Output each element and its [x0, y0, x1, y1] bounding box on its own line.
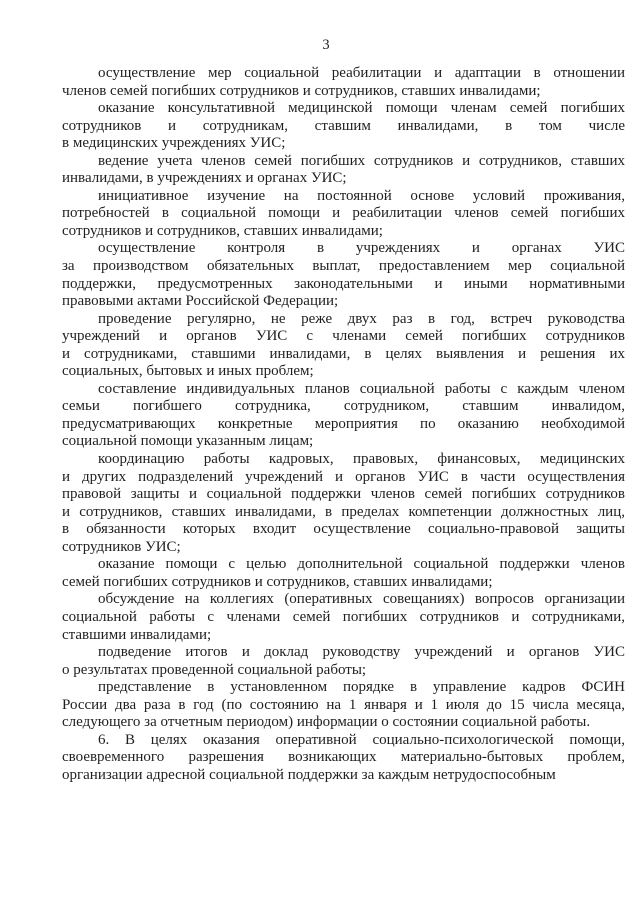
text-line: инвалидами, в учреждениях и органах УИС;: [62, 170, 347, 187]
text-line: осуществление мер социальной реабилитации и адаптации в отношении: [98, 65, 625, 81]
text-line: координацию работы кадровых, правовых, финансовых, медицинских: [98, 451, 625, 468]
page-number: 3: [322, 37, 330, 53]
text-line: потребностей в социальной помощи и реабилитации членов семей погибших: [62, 205, 625, 222]
text-line: оказание консультативной медицинской помощи членам семей погибших: [98, 100, 625, 117]
text-line: социальной работы с членами семей погибших сотрудников и сотрудниками,: [62, 608, 625, 625]
text-line: представление в установленном порядке в управление кадров ФСИН: [98, 679, 625, 696]
text-line: поддержки, предусмотренных законодательными и иными нормативными: [62, 275, 625, 292]
text-line: России два раза в год (по состоянию на 1 января и 1 июля до 15 числа месяца,: [62, 696, 625, 713]
text-line: социальной помощи указанным лицам;: [62, 433, 314, 450]
text-line: составление индивидуальных планов социальной работы с каждым членом: [98, 380, 625, 397]
text-line: и других подразделений учреждений и органов УИС в части осуществления: [62, 468, 625, 485]
paragraph: [62, 591, 625, 644]
paragraph: [62, 381, 625, 451]
text-line: членов семей погибших сотрудников и сотрудников, ставших инвалидами;: [62, 82, 541, 99]
text-line: о результатах проведенной социальной работы;: [62, 661, 367, 678]
text-line: семей погибших сотрудников и сотрудников, ставших инвалидами;: [62, 573, 493, 590]
paragraph: [62, 679, 625, 732]
text-line: инициативное изучение на постоянной основе условий проживания,: [98, 187, 625, 204]
text-line: правовой защиты и социальной поддержки членов семей погибших сотрудников: [62, 486, 625, 503]
paragraph: [62, 240, 625, 310]
text-line: следующего за отчетным периодом) информации о состоянии социальной работы.: [62, 714, 591, 731]
text-line: правовыми актами Российской Федерации;: [62, 293, 339, 310]
paragraph: [62, 556, 625, 591]
text-line: предусматривающих конкретные мероприятия по оказанию необходимой: [62, 415, 625, 432]
text-line: своевременного разрешения возникающих материально-бытовых проблем,: [62, 749, 625, 766]
text-line: и сотрудниками, ставшими инвалидами, в целях выявления и решения их: [62, 345, 625, 362]
text-line: социальных, бытовых и иных проблем;: [62, 363, 314, 380]
text-line: в медицинских учреждениях УИС;: [62, 135, 286, 152]
paragraph: [62, 153, 625, 188]
text-line: сотрудников УИС;: [62, 538, 181, 555]
paragraph: [62, 311, 625, 381]
text-line: ставшими инвалидами;: [62, 626, 212, 643]
paragraph: [62, 188, 625, 241]
text-line: семьи погибшего сотрудника, сотрудником, ставшим инвалидом,: [62, 398, 625, 415]
paragraph: [62, 100, 625, 153]
text-line: сотрудников и сотрудникам, ставшим инвалидами, в том числе: [62, 117, 625, 134]
text-line: в обязанности которых входит осуществление социально-правовой защиты: [62, 521, 625, 538]
text-line: подведение итогов и доклад руководству учреждений и органов УИС: [98, 644, 625, 661]
text-line: и сотрудников, ставших инвалидами, в пределах компетенции должностных лиц,: [62, 503, 625, 520]
text-line: оказание помощи с целью дополнительной социальной поддержки членов: [98, 556, 625, 573]
text-line: организации адресной социальной поддержки за каждым нетрудоспособным: [62, 766, 556, 783]
text-line: учреждений и органов УИС с членами семей погибших сотрудников: [62, 328, 625, 345]
paragraph: [62, 644, 625, 679]
document-text: [62, 65, 625, 784]
text-line: за производством обязательных выплат, предоставлением мер социальной: [62, 258, 625, 275]
paragraph: [62, 732, 625, 785]
text-line: ведение учета членов семей погибших сотрудников и сотрудников, ставших: [98, 152, 625, 169]
text-line: проведение регулярно, не реже двух раз в год, встреч руководства: [98, 310, 625, 327]
text-line: сотрудников и сотрудников, ставших инвалидами;: [62, 222, 383, 239]
text-line: 6. В целях оказания оперативной социально-психологической помощи,: [98, 731, 625, 748]
paragraph: [62, 451, 625, 556]
text-line: осуществление контроля в учреждениях и органах УИС: [98, 240, 625, 257]
text-line: обсуждение на коллегиях (оперативных совещаниях) вопросов организации: [98, 591, 625, 608]
paragraph: [62, 65, 625, 100]
